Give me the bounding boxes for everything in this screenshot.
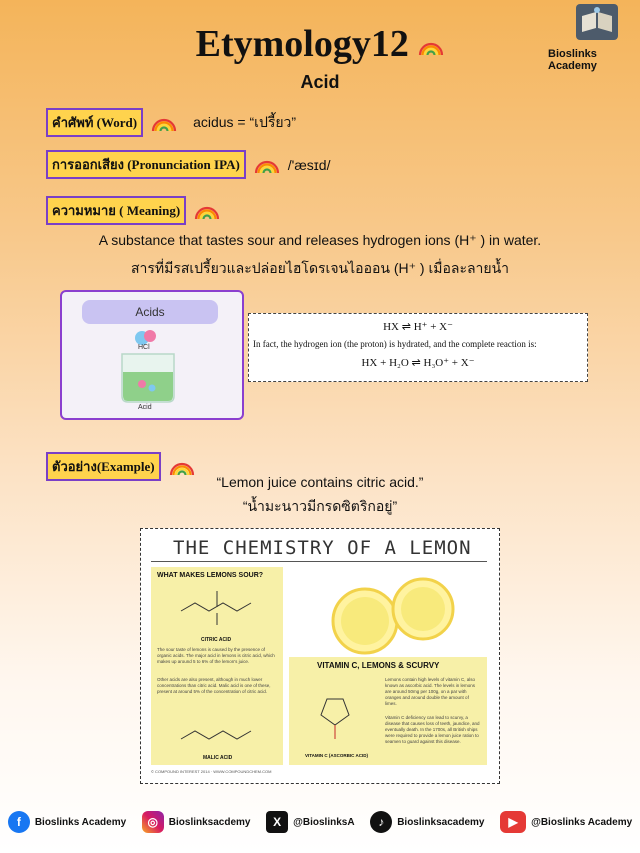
youtube-handle: @Bioslinks Academy — [531, 816, 633, 828]
poster-footer: © COMPOUND INTEREST 2014 · WWW.COMPOUNDCHEM.COM — [151, 769, 272, 774]
ascorbic-label: VITAMIN C (ASCORBIC ACID) — [305, 753, 368, 758]
lemon-slices-image — [325, 569, 465, 655]
example-thai: “น้ำมะนาวมีกรดซิตริกอยู่” — [242, 498, 398, 514]
ascorbic-acid-structure-icon — [297, 679, 377, 749]
example-label: ตัวอย่าง(Example) — [46, 452, 161, 481]
sour-text-2: Other acids are also present, although in much lower concentrations than citric acid. Malic acid is one of these, present at around 5% of the concentration of citric acid. — [157, 677, 271, 694]
rainbow-icon — [418, 38, 444, 56]
rainbow-icon — [151, 114, 177, 132]
tiktok-handle: Bioslinksacademy — [397, 816, 485, 828]
rainbow-icon — [254, 156, 280, 174]
vitamin-text-2: Vitamin C deficiency can lead to scurvy, a disease that causes loss of teeth, jaundice, and eventually death. In the 1700s, all British ships were required to provide a lemon juice ration to seamen to guard against this disease. — [385, 715, 480, 744]
title-text: Etymology12 — [195, 23, 409, 65]
meaning-thai: สารที่มีรสเปรี้ยวและปล่อยไฮโดรเจนไอออน (H⁺ ) เมื่อละลายน้ำ — [130, 260, 510, 276]
social-footer — [0, 802, 640, 842]
beaker-icon — [118, 352, 178, 404]
reaction-formula-box — [248, 313, 588, 382]
page-subtitle: Acid — [300, 72, 340, 92]
poster-divider — [151, 561, 487, 562]
acid-illustration-card — [60, 290, 244, 420]
example-english: “Lemon juice contains citric acid.” — [216, 474, 424, 490]
x-icon: X — [266, 811, 288, 833]
tiktok-icon: ♪ — [370, 811, 392, 833]
youtube-link[interactable] — [500, 811, 632, 833]
vitamin-text-1: Lemons contain high levels of vitamin C, also known as ascorbic acid. The levels in lemons are around 50mg per 100g, on a par with oranges and around double the amount of limes. — [385, 677, 476, 706]
sour-panel — [151, 567, 283, 765]
meaning-label: ความหมาย ( Meaning) — [46, 196, 186, 225]
hcl-label: HCl — [138, 344, 150, 351]
rainbow-icon — [169, 458, 195, 476]
reaction-equation-2: HX + H₂O ⇌ H₃O⁺ + X⁻ — [361, 357, 475, 369]
rainbow-icon — [194, 202, 220, 220]
acids-banner: Acids — [82, 300, 218, 324]
beaker-label: Acid — [138, 404, 152, 411]
sour-text-1: The sour taste of lemons is caused by the presence of organic acids. The major acid in lemons is citric acid, which makes up around 5 to 6% of the lemon's juice. — [157, 647, 275, 664]
page-title — [0, 22, 640, 66]
meaning-row — [46, 196, 220, 225]
instagram-icon: ◎ — [142, 811, 164, 833]
malic-acid-structure-icon — [175, 713, 259, 753]
citric-label: CITRIC ACID — [201, 637, 232, 643]
sour-heading: WHAT MAKES LEMONS SOUR? — [157, 572, 264, 579]
vitamin-panel — [289, 657, 487, 765]
word-value: acidus = “เปรี้ยว” — [193, 113, 297, 130]
malic-label: MALIC ACID — [203, 755, 233, 761]
x-handle: @BioslinksA — [293, 816, 355, 828]
reaction-equation-1: HX ⇌ H⁺ + X⁻ — [383, 321, 453, 333]
facebook-link[interactable] — [8, 811, 126, 833]
poster-title: THE CHEMISTRY OF A LEMON — [173, 537, 472, 559]
tiktok-link[interactable] — [370, 811, 484, 833]
youtube-icon: ▶ — [500, 811, 526, 833]
pronunciation-label: การออกเสียง (Pronunciation IPA) — [46, 150, 246, 179]
reaction-note: In fact, the hydrogen ion (the proton) is hydrated, and the complete reaction is: — [253, 339, 537, 349]
facebook-icon: f — [8, 811, 30, 833]
pronunciation-value: /'æsɪd/ — [287, 156, 331, 173]
book-logo-icon — [574, 2, 620, 42]
instagram-link[interactable] — [142, 811, 251, 833]
pronunciation-row — [46, 150, 330, 179]
brand-name: Bioslinks Academy — [548, 48, 597, 72]
citric-acid-structure-icon — [175, 583, 259, 633]
word-label: คำศัพท์ (Word) — [46, 108, 143, 137]
vitamin-heading: VITAMIN C, LEMONS & SCURVY — [317, 661, 440, 670]
lemon-chemistry-poster — [140, 528, 500, 784]
meaning-english: A substance that tastes sour and releases hydrogen ions (H⁺ ) in water. — [98, 232, 542, 248]
x-link[interactable] — [266, 811, 354, 833]
word-row — [46, 108, 296, 137]
instagram-handle: Bioslinksacdemy — [168, 816, 251, 828]
facebook-handle: Bioslinks Academy — [34, 816, 127, 828]
